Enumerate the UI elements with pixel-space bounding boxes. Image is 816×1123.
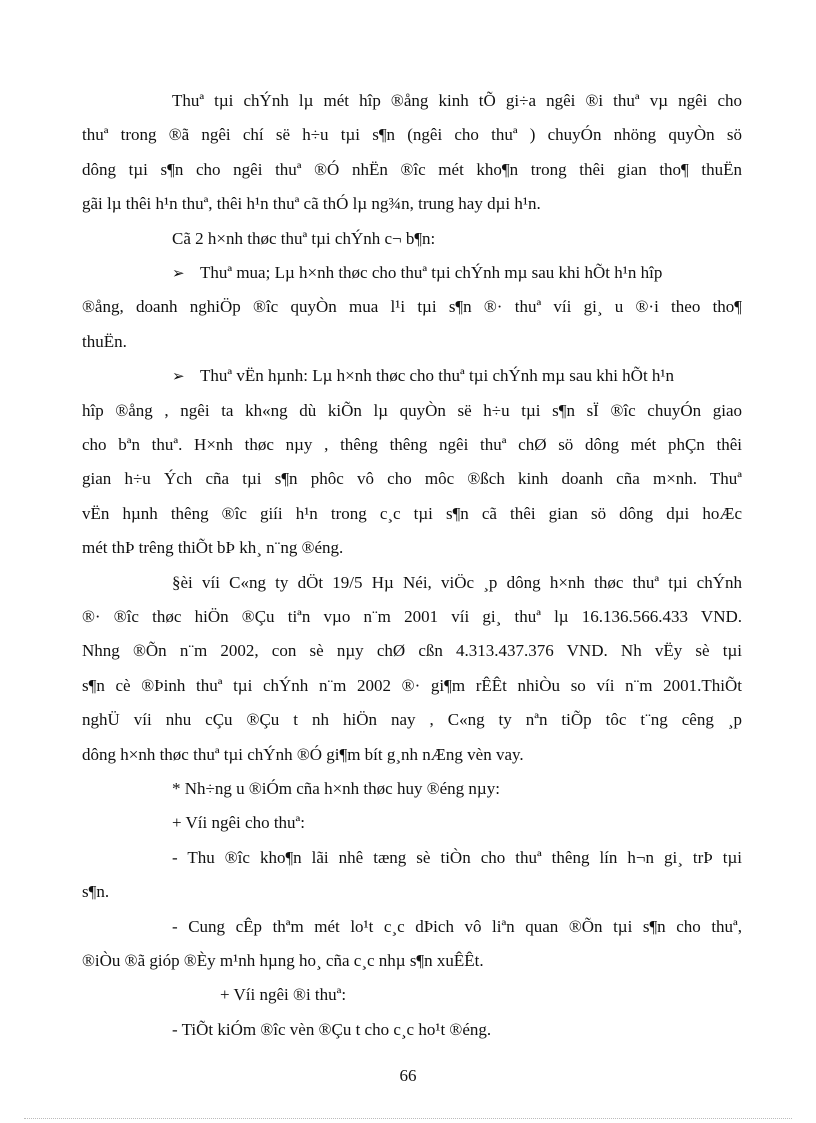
text-line: hîp ®ång , ngêi ta kh«ng dù kiÕn lµ quyÒn së h÷u tµi s¶n sÏ ®îc chuyÓn giao [82, 400, 742, 420]
text-line: cho bªn thuª. H×nh thøc nµy , thêng thêng ngêi thuª chØ sö dông mét phÇn thêi [82, 434, 742, 454]
text-line: ®· ®îc thøc hiÖn ®Çu tiªn vµo n¨m 2001 víi gi¸ thuª lµ 16.136.566.433 VND. [82, 606, 742, 626]
text-line: Nhng ®Õn n¨m 2002, con sè nµy chØ cßn 4.313.437.376 VND. Nh vËy sè tµi [82, 641, 742, 661]
text-line: thuËn. [82, 331, 127, 351]
bullet-item [172, 256, 742, 290]
text-line: ®ång, doanh nghiÖp ®îc quyÒn mua l¹i tµi s¶n ®· thuª víi gi¸ u ®·i theo tho¶ [82, 297, 742, 317]
text-line: Cã 2 h×nh thøc thuª tµi chÝnh c¬ b¶n: [172, 228, 436, 248]
text-line: s¶n. [82, 882, 110, 902]
text-line: - TiÕt kiÓm ®îc vèn ®Çu t cho c¸c ho¹t ®éng. [172, 1019, 492, 1039]
text-line: + Víi ngêi cho thuª: [172, 813, 305, 833]
text-line: + Víi ngêi ®i thuª: [220, 985, 347, 1005]
text-line: s¶n cè ®Þinh thuª tµi chÝnh n¨m 2002 ®· gi¶m rÊÊt nhiÒu so víi n¨m 2001.ThiÕt [82, 675, 742, 695]
text-line: Thuª mua; Lµ h×nh thøc cho thuª tµi chÝnh mµ sau khi hÕt h¹n hîp [200, 262, 663, 282]
text-line: dông tµi s¶n cho ngêi thuª ®Ó nhËn ®îc mét kho¶n trong thêi gian tho¶ thuËn [82, 159, 742, 179]
text-line: dông h×nh thøc thuª tµi chÝnh ®Ó gi¶m bít g¸nh nÆng vèn vay. [82, 744, 524, 764]
text-line: gian h÷u Ých cña tµi s¶n phôc vô cho môc ®ßch kinh doanh cña m×nh. Thuª [82, 469, 742, 489]
bullet-item [172, 359, 742, 393]
text-line: - Cung cÊp thªm mét lo¹t c¸c dÞich vô liªn quan ®Õn tµi s¶n cho thuª, [172, 916, 742, 936]
text-line: gãi lµ thêi h¹n thuª, thêi h¹n thuª cã thÓ lµ ng¾n, trung hay dµi h¹n. [82, 194, 541, 214]
text-line: - Thu ®îc kho¶n lãi nhê tæng sè tiÒn cho thuª thêng lín h¬n gi¸ trÞ tµi [172, 847, 742, 867]
page-number: 66 [399, 1066, 417, 1085]
text-line: ®iÒu ®ã gióp ®Èy m¹nh hµng ho¸ cña c¸c nhµ s¶n xuÊÊt. [82, 950, 484, 970]
footer-divider [24, 1118, 792, 1119]
text-line: mét thÞ trêng thiÕt bÞ kh¸ n¨ng ®éng. [82, 538, 344, 558]
text-line: nghÜ víi nhu cÇu ®Çu t nh hiÖn nay , C«ng ty nªn tiÕp tôc t¨ng cêng ¸p [82, 710, 742, 730]
arrow-bullet-icon: ➢ [172, 263, 185, 282]
text-line: thuª trong ®ã ngêi chí së h÷u tµi s¶n (ngêi cho thuª ) chuyÓn nhöng quyÒn sö [82, 125, 742, 145]
text-line: * Nh÷ng u ®iÓm cña h×nh thøc huy ®éng nµy: [172, 778, 500, 798]
body-text [82, 84, 742, 1047]
text-line: vËn hµnh thêng ®îc giíi h¹n trong c¸c tµi s¶n cã thêi gian sö dông dµi hoÆc [82, 503, 742, 523]
text-line: §èi víi C«ng ty dÖt 19/5 Hµ Néi, viÖc ¸p dông h×nh thøc thuª tµi chÝnh [172, 572, 742, 592]
arrow-bullet-icon: ➢ [172, 367, 185, 386]
text-line: Thuª vËn hµnh: Lµ h×nh thøc cho thuª tµi chÝnh mµ sau khi hÕt h¹n [200, 366, 675, 386]
text-line: Thuª tµi chÝnh lµ mét hîp ®ång kinh tÕ gi÷a ngêi ®i thuª vµ ngêi cho [172, 91, 742, 110]
